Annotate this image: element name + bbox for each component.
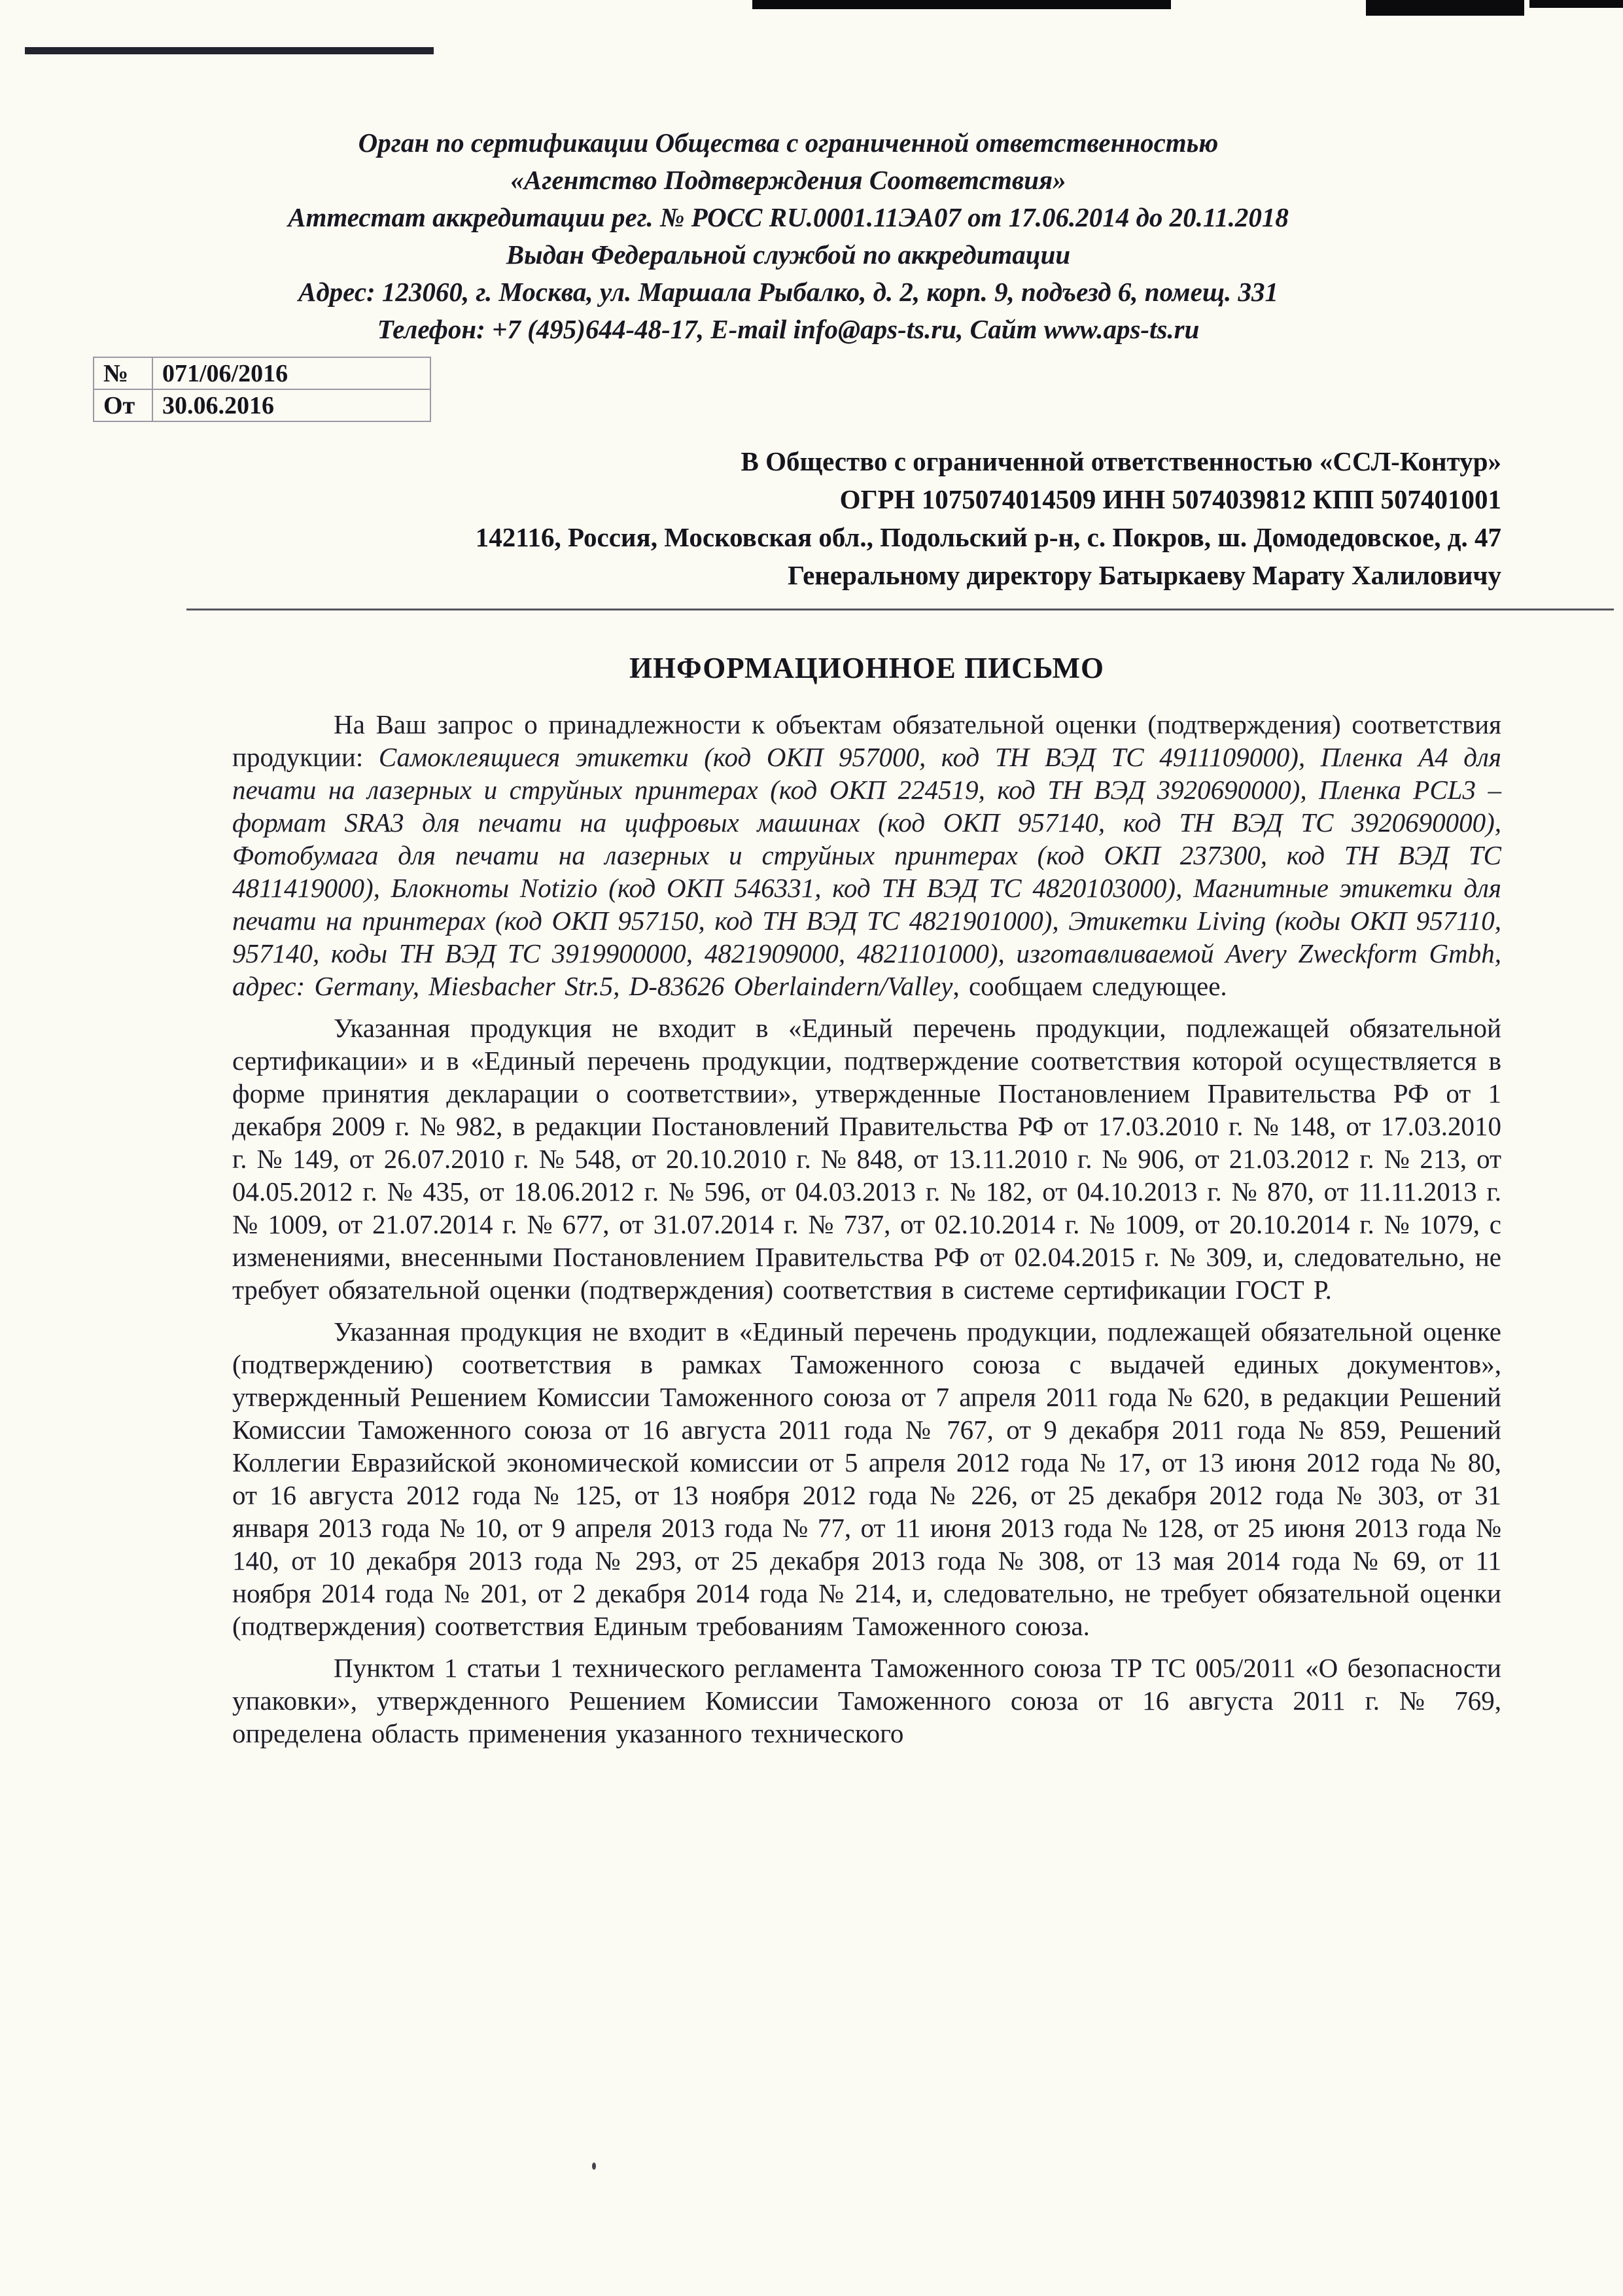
letterhead-line: Аттестат аккредитации рег. № РОСС RU.0001.11ЭА07 от 17.06.2014 до 20.11.2018 bbox=[288, 202, 1289, 232]
scan-artifact bbox=[1529, 0, 1623, 8]
paragraph bbox=[232, 1651, 1501, 1750]
table-row bbox=[94, 389, 430, 421]
addressee-line: 142116, Россия, Московская обл., Подольский р-н, с. Покров, ш. Домодедовское, д. 47 bbox=[475, 522, 1501, 552]
letterhead-line: «Агентство Подтверждения Соответствия» bbox=[510, 165, 1066, 195]
paragraph bbox=[232, 1012, 1501, 1306]
paragraph-text: , сообщаем следующее. bbox=[952, 971, 1227, 1001]
paragraph-text: Указанная продукция не входит в «Единый перечень продукции, подлежащей обязательной оценке (подтверждению) соответствия в рамках Таможенного союза с выдачей единых документов», утвержденный Решением Комиссии Таможенного союза от 7 апреля 2011 года № 620, в редакции Решений Комиссии Таможенного союза от 16 августа 2011 года № 767, от 9 декабря 2011 года № 859, Решений Коллегии Евразийской экономической комиссии от 5 апреля 2012 года № 17, от 13 июня 2012 года № 80, от 16 августа 2012 года № 125, от 13 ноября 2012 года № 226, от 25 декабря 2012 года № 303, от 31 января 2013 года № 10, от 9 апреля 2013 года № 77, от 11 июня 2013 года № 128, от 25 июня 2013 года № 140, от 10 декабря 2013 года № 293, от 25 декабря 2013 года № 308, от 13 мая 2014 года № 69, от 11 ноября 2014 года № 201, от 2 декабря 2014 года № 214, и, следовательно, не требует обязательной оценки (подтверждения) соответствия Единым требованиям Таможенного союза. bbox=[232, 1316, 1501, 1641]
ref-number-value: 071/06/2016 bbox=[152, 357, 430, 389]
letterhead bbox=[105, 124, 1472, 348]
paragraph-text: Пунктом 1 статьи 1 технического регламента Таможенного союза ТР ТС 005/2011 «О безопасности упаковки», утвержденного Решением Комиссии Таможенного союза от 16 августа 2011 г. № 769, определена область применения указанного технического bbox=[232, 1653, 1501, 1748]
ref-date-value: 30.06.2016 bbox=[152, 389, 430, 421]
addressee-line: ОГРН 1075074014509 ИНН 5074039812 КПП 507401001 bbox=[839, 484, 1501, 514]
letterhead-line: Выдан Федеральной службой по аккредитации bbox=[506, 239, 1071, 270]
paragraph-text: На Ваш запрос о принадлежности к объектам обязательной оценки (подтверждения) соответствия продукции: bbox=[232, 709, 1501, 772]
paragraph-text: Указанная продукция не входит в «Единый перечень продукции, подлежащей обязательной сертификации» и в «Единый перечень продукции, подтверждение соответствия которой осуществляется в форме принятия декларации о соответствии», утвержденные Постановлением Правительства РФ от 1 декабря 2009 г. № 982, в редакции Постановлений Правительства РФ от 17.03.2010 г. № 148, от 17.03.2010 г. № 149, от 26.07.2010 г. № 548, от 20.10.2010 г. № 848, от 13.11.2010 г. № 906, от 21.03.2012 г. № 213, от 04.05.2012 г. № 435, от 18.06.2012 г. № 596, от 04.03.2013 г. № 182, от 04.10.2013 г. № 870, от 11.11.2013 г. № 1009, от 21.07.2014 г. № 677, от 31.07.2014 г. № 737, от 02.10.2014 г. № 1009, от 20.10.2014 г. № 1079, с изменениями, внесенными Постановлением Правительства РФ от 02.04.2015 г. № 309, и, следовательно, не требует обязательной оценки (подтверждения) соответствия в системе сертификации ГОСТ Р. bbox=[232, 1013, 1501, 1305]
scan-line-artifact bbox=[25, 47, 434, 54]
addressee-line: В Общество с ограниченной ответственностью «ССЛ-Контур» bbox=[741, 446, 1501, 476]
paragraph bbox=[232, 708, 1501, 1002]
product-list-text: Самоклеящиеся этикетки (код ОКП 957000, код ТН ВЭД ТС 4911109000), Пленка А4 для печати на лазерных и струйных принтерах (код ОКП 224519, код ТН ВЭД 3920690000), Пленка PCL3 – формат SRA3 для печати на цифровых машинах (код ОКП 957140, код ТН ВЭД ТС 3920690000), Фотобумага для печати на лазерных и струйных принтерах (код ОКП 237300, код ТН ВЭД ТС 4811419000), Блокноты Notizio (код ОКП 546331, код ТН ВЭД ТС 4820103000), Магнитные этикетки для печати на принтерах (код ОКП 957150, код ТН ВЭД ТС 4821901000), Этикетки Living (коды ОКП 957110, 957140, коды ТН ВЭД ТС 3919900000, 4821909000, 4821101000), изготавливаемой Avery Zweckform Gmbh, адрес: Germany, Miesbacher Str.5, D-83626 Oberlaindern/Valley bbox=[232, 742, 1501, 1001]
ref-number-label: № bbox=[94, 357, 152, 389]
ref-date-label: От bbox=[94, 389, 152, 421]
scan-speck-artifact bbox=[592, 2163, 596, 2170]
addressee-block bbox=[196, 442, 1501, 594]
letter-body bbox=[232, 708, 1501, 1759]
divider-line bbox=[186, 609, 1614, 610]
scan-artifact bbox=[1366, 0, 1524, 16]
paragraph bbox=[232, 1315, 1501, 1642]
reference-table bbox=[93, 357, 431, 422]
letterhead-line: Орган по сертификации Общества с ограниченной ответственностью bbox=[358, 128, 1219, 158]
letterhead-line: Телефон: +7 (495)644-48-17, E-mail info@aps-ts.ru, Сайт www.aps-ts.ru bbox=[377, 314, 1200, 344]
letter-title: ИНФОРМАЦИОННОЕ ПИСЬМО bbox=[629, 652, 1104, 684]
scan-artifact bbox=[752, 0, 1171, 9]
table-row bbox=[94, 357, 430, 389]
letterhead-line: Адрес: 123060, г. Москва, ул. Маршала Рыбалко, д. 2, корп. 9, подъезд 6, помещ. 331 bbox=[298, 277, 1278, 307]
addressee-line: Генеральному директору Батыркаеву Марату Халиловичу bbox=[788, 560, 1501, 590]
